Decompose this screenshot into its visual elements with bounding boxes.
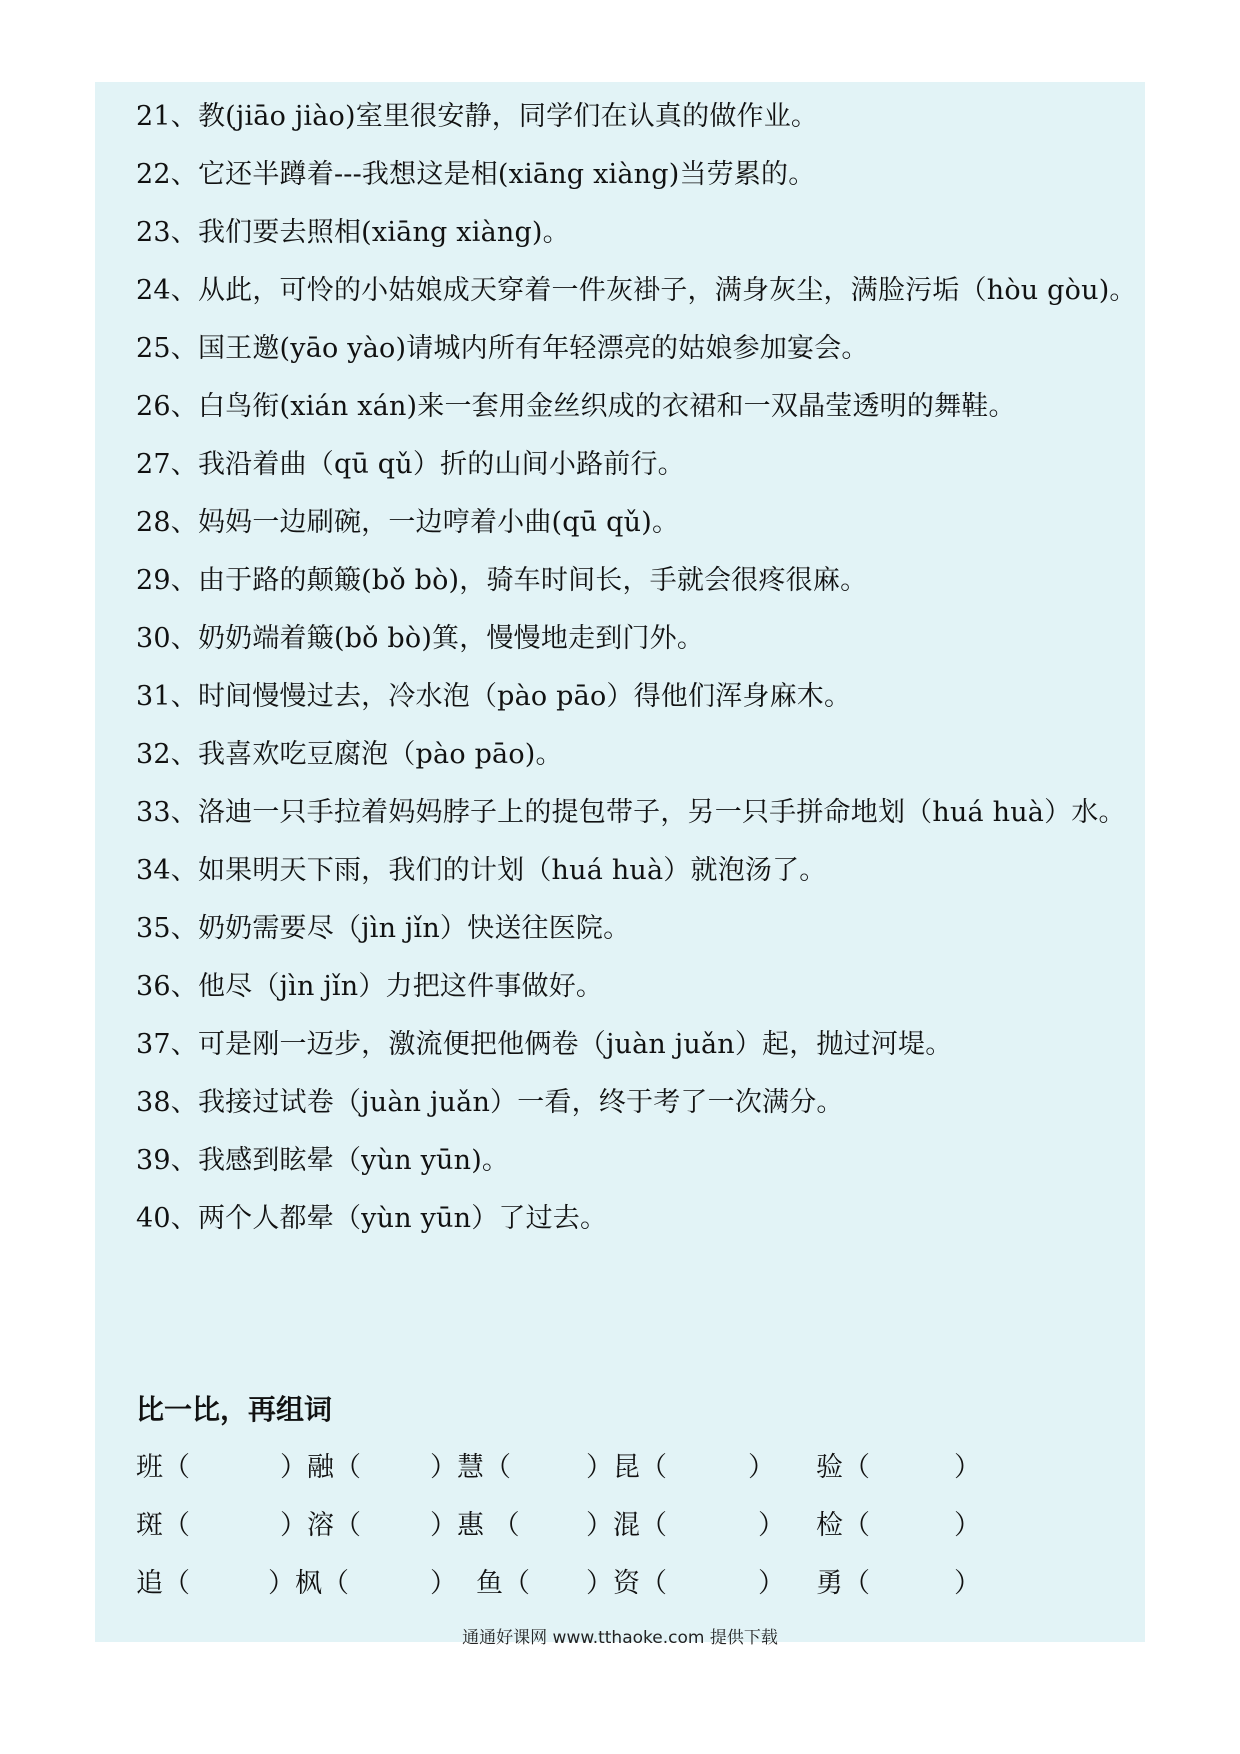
grid-cell: 鱼（ [476, 1568, 530, 1599]
grid-cell: ） [954, 1510, 981, 1541]
grid-cell: ） [430, 1568, 457, 1599]
sentence-32: 32、我喜欢吃豆腐泡（pào pāo)。 [136, 739, 563, 770]
word-grid-row [136, 1564, 1136, 1604]
grid-cell: ）惠 （ [430, 1510, 520, 1541]
sentence-36: 36、他尽（jìn jǐn）力把这件事做好。 [136, 971, 604, 1002]
sentence-28: 28、妈妈一边刷碗，一边哼着小曲(qū qǔ)。 [136, 507, 680, 538]
sentence-24: 24、从此，可怜的小姑娘成天穿着一件灰褂子，满身灰尘，满脸污垢（hòu gòu)。 [136, 275, 1137, 306]
grid-cell: 追（ [136, 1568, 190, 1599]
grid-cell: 班（ [136, 1452, 190, 1483]
grid-cell: ） [758, 1510, 785, 1541]
sentence-33: 33、洛迪一只手拉着妈妈脖子上的提包带子，另一只手拼命地划（huá huà）水。 [136, 797, 1126, 828]
sentence-27: 27、我沿着曲（qū qǔ）折的山间小路前行。 [136, 449, 685, 480]
grid-cell: ）昆（ [586, 1452, 667, 1483]
sentence-30: 30、奶奶端着簸(bǒ bò)箕，慢慢地走到门外。 [136, 623, 705, 654]
sentence-35: 35、奶奶需要尽（jìn jǐn）快送往医院。 [136, 913, 631, 944]
sentence-39: 39、我感到眩晕（yùn yūn)。 [136, 1145, 510, 1176]
sentence-31: 31、时间慢慢过去，冷水泡（pào pāo）得他们浑身麻木。 [136, 681, 852, 712]
grid-cell: ）混（ [586, 1510, 667, 1541]
grid-cell: ）融（ [280, 1452, 361, 1483]
grid-cell: ）溶（ [280, 1510, 361, 1541]
sentence-34: 34、如果明天下雨，我们的计划（huá huà）就泡汤了。 [136, 855, 827, 886]
sentence-29: 29、由于路的颠簸(bǒ bò)，骑车时间长，手就会很疼很麻。 [136, 565, 868, 596]
grid-cell: ）枫（ [268, 1568, 349, 1599]
sentence-25: 25、国王邀(yāo yào)请城内所有年轻漂亮的姑娘参加宴会。 [136, 333, 869, 364]
grid-cell: ） [954, 1452, 981, 1483]
sentence-23: 23、我们要去照相(xiāng xiàng)。 [136, 217, 570, 248]
word-grid-row [136, 1506, 1136, 1546]
grid-cell: 勇（ [816, 1568, 870, 1599]
grid-cell: ） [758, 1568, 785, 1599]
sentence-21: 21、教(jiāo jiào)室里很安静，同学们在认真的做作业。 [136, 101, 819, 132]
sentence-38: 38、我接过试卷（juàn juǎn）一看，终于考了一次满分。 [136, 1087, 844, 1118]
sentence-40: 40、两个人都晕（yùn yūn）了过去。 [136, 1203, 608, 1234]
grid-cell: 斑（ [136, 1510, 190, 1541]
grid-cell: ） [954, 1568, 981, 1599]
grid-cell: 检（ [816, 1510, 870, 1541]
grid-cell: ）资（ [586, 1568, 667, 1599]
grid-cell: ） [748, 1452, 775, 1483]
sentence-26: 26、白鸟衔(xián xán)来一套用金丝织成的衣裙和一双晶莹透明的舞鞋。 [136, 391, 1016, 422]
grid-cell: ）慧（ [430, 1452, 511, 1483]
section-title: 比一比，再组词 [136, 1393, 333, 1426]
footer-source: 通通好课网 www.tthaoke.com 提供下载 [462, 1628, 778, 1648]
sentence-22: 22、它还半蹲着---我想这是相(xiāng xiàng)当劳累的。 [136, 159, 816, 190]
word-grid-row [136, 1448, 1136, 1488]
sentence-37: 37、可是刚一迈步，激流便把他俩卷（juàn juǎn）起，抛过河堤。 [136, 1029, 953, 1060]
grid-cell: 验（ [816, 1452, 870, 1483]
